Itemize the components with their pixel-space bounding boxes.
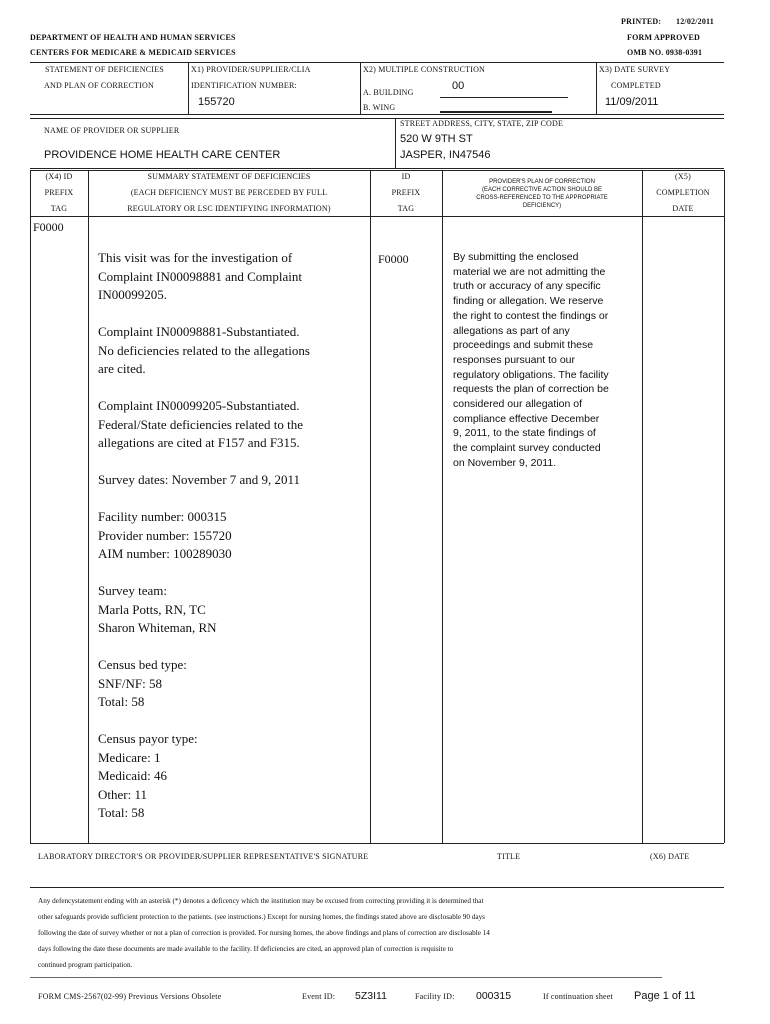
summary-line: This visit was for the investigation of (98, 250, 293, 265)
plan-line: considered our allegation of (453, 398, 583, 410)
table-border-bottom (30, 843, 724, 844)
column-divider (642, 170, 643, 843)
table-border-left (30, 170, 31, 843)
summary-line: Medicare: 1 (98, 749, 161, 765)
signature-label: LABORATORY DIRECTOR'S OR PROVIDER/SUPPLIER REPRESENTATIVE'S SIGNATURE (38, 852, 369, 861)
plan-line: on November 9, 2011. (453, 456, 557, 469)
signature-divider (30, 887, 724, 888)
summary-header-3: REGULATORY OR LSC IDENTIFYING INFORMATION) (127, 204, 331, 213)
disclaimer-line: days following the date these documents are made available to the facility. If deficiencies are cited, an approved plan of correction is requisite to (38, 945, 454, 953)
summary-line: Total: 58 (98, 805, 145, 820)
plan-line: material we are not admitting the (453, 265, 606, 278)
plan-line: the complaint survey conducted (453, 442, 601, 455)
plan-line: 9, 2011, to the state findings of (453, 427, 596, 440)
summary-line: Marla Potts, RN, TC (98, 601, 206, 617)
top-box-border-top (30, 62, 724, 63)
plan-header-2: (EACH CORRECTIVE ACTION SHOULD BE (481, 187, 603, 193)
plan-line: requests the plan of correction be (453, 383, 609, 396)
disclaimer-line: Any defencystatement ending with an asterisk (*) denotes a deficency which the institution may be excused from correcting providing it is determined that (38, 897, 484, 905)
page-number: Page 1 of 11 (634, 990, 696, 1002)
column-divider (88, 170, 89, 843)
summary-line: No deficiencies related to the allegations (98, 342, 310, 358)
x3-label: X3) DATE SURVEY (599, 65, 671, 74)
date-label: (X6) DATE (650, 852, 690, 861)
disclaimer-line: following the date of survey whether or not a plan of correction is provided. For nursing homes, the above findings and plans of correction are disclosable 14 (38, 929, 490, 937)
summary-line: Facility number: 000315 (98, 509, 227, 524)
summary-line: Survey team: (98, 583, 167, 598)
summary-header-2: (EACH DEFICIENCY MUST BE PERCEDED BY FULL (130, 188, 328, 197)
wing-label: B. WING (363, 103, 396, 112)
statement-label: STATEMENT OF DEFICIENCIES (45, 65, 164, 74)
x1-label: X1) PROVIDER/SUPPLIER/CLIA (191, 65, 311, 74)
divider (395, 118, 396, 168)
department-title: DEPARTMENT OF HEALTH AND HUMAN SERVICES (30, 33, 236, 42)
title-label: TITLE (497, 852, 521, 861)
summary-line: Survey dates: November 7 and 9, 2011 (98, 472, 301, 487)
plan-line: finding or allegation. We reserve (453, 295, 604, 308)
form-number: FORM CMS-2567(02-99) Previous Versions Obsolete (38, 992, 222, 1001)
provider-name: PROVIDENCE HOME HEALTH CARE CENTER (44, 149, 281, 161)
x4-header: (X4) ID (45, 172, 73, 181)
summary-line: Total: 58 (98, 694, 145, 709)
centers-title: CENTERS FOR MEDICARE & MEDICAID SERVICES (30, 48, 236, 57)
summary-line: Sharon Whiteman, RN (98, 620, 217, 635)
plan-header-3: CROSS-REFERENCED TO THE APPROPRIATE (476, 195, 608, 201)
tag-right: F0000 (378, 252, 409, 266)
summary-line: Medicaid: 46 (98, 768, 167, 783)
summary-line: are cited. (98, 361, 146, 376)
wing-underline (440, 111, 552, 113)
summary-line: Census bed type: (98, 657, 187, 672)
table-border-right (724, 170, 725, 843)
plan-line: By submitting the enclosed (453, 251, 579, 263)
summary-line: SNF/NF: 58 (98, 675, 162, 691)
building-label: A. BUILDING (363, 88, 414, 97)
disclaimer-line: continued program participation. (38, 961, 133, 969)
summary-line: Complaint IN00098881-Substantiated. (98, 324, 300, 339)
summary-header: SUMMARY STATEMENT OF DEFICIENCIES (147, 172, 311, 181)
tag-left: F0000 (33, 220, 64, 234)
identification-label: IDENTIFICATION NUMBER: (191, 81, 297, 90)
summary-line: Complaint IN00098881 and Complaint (98, 268, 303, 284)
divider (188, 62, 189, 114)
continuation-label: If continuation sheet (543, 992, 613, 1001)
summary-line: AIM number: 100289030 (98, 546, 232, 561)
id-prefix-header: PREFIX (391, 188, 421, 197)
date-header: DATE (672, 204, 694, 213)
plan-line: truth or accuracy of any specific (453, 280, 601, 293)
divider (596, 62, 597, 114)
disclaimer-divider (30, 977, 662, 978)
summary-line: IN00099205. (98, 287, 167, 302)
plan-line: proceedings and submit these (453, 339, 594, 352)
plan-line: compliance effective December (453, 412, 600, 425)
plan-header-4: DEFICIENCY) (522, 203, 562, 209)
divider (360, 62, 361, 114)
address-label: STREET ADDRESS, CITY, STATE, ZIP CODE (400, 119, 564, 128)
plan-line: allegations as part of any (453, 324, 570, 337)
event-id: 5Z3I11 (355, 990, 387, 1002)
summary-line: Federal/State deficiencies related to the (98, 416, 304, 432)
id-tag-header: TAG (397, 204, 415, 213)
building-underline (440, 97, 568, 98)
x5-header: (X5) (675, 172, 691, 181)
printed-date: 12/02/2011 (676, 17, 715, 26)
prefix-header: PREFIX (44, 188, 74, 197)
x2-label: X2) MULTIPLE CONSTRUCTION (363, 65, 486, 74)
provider-box-border-bottom (30, 168, 724, 169)
completion-header: COMPLETION (656, 188, 710, 197)
column-divider (370, 170, 371, 843)
plan-of-correction-label: AND PLAN OF CORRECTION (44, 81, 154, 90)
plan-header: PROVIDER'S PLAN OF CORRECTION (489, 179, 595, 185)
table-border-top (30, 170, 724, 171)
street-address: 520 W 9TH ST (400, 133, 473, 145)
provider-name-label: NAME OF PROVIDER OR SUPPLIER (44, 126, 180, 135)
plan-line: the right to contest the findings or (453, 309, 609, 322)
id-header: ID (401, 172, 411, 181)
building-value: 00 (452, 80, 465, 92)
event-id-label: Event ID: (302, 992, 336, 1001)
completed-label: COMPLETED (611, 81, 661, 90)
column-divider (442, 170, 443, 843)
plan-line: regulatory obligations. The facility (453, 368, 609, 381)
city-state-zip: JASPER, IN47546 (400, 149, 491, 161)
tag-header: TAG (50, 204, 68, 213)
provider-box-border-top (30, 118, 724, 119)
provider-number: 155720 (198, 96, 235, 108)
top-box-border-bottom (30, 114, 724, 115)
table-header-bottom (30, 216, 724, 217)
plan-line: responses pursuant to our (453, 353, 575, 366)
facility-id-label: Facility ID: (415, 992, 455, 1001)
summary-line: allegations are cited at F157 and F315. (98, 435, 300, 450)
form-approved: FORM APPROVED (627, 33, 701, 42)
omb-number: OMB NO. 0938-0391 (627, 48, 703, 57)
summary-line: Provider number: 155720 (98, 527, 232, 543)
survey-date: 11/09/2011 (605, 96, 659, 108)
summary-line: Complaint IN00099205-Substantiated. (98, 398, 300, 413)
summary-line: Census payor type: (98, 731, 198, 746)
facility-id: 000315 (476, 990, 512, 1002)
printed-label: PRINTED: (621, 17, 662, 26)
summary-line: Other: 11 (98, 786, 147, 802)
disclaimer-line: other safeguards provide sufficient protection to the patients. (see instructions.) Except for nursing homes, the findings stated above are disclosable 90 days (38, 913, 485, 921)
